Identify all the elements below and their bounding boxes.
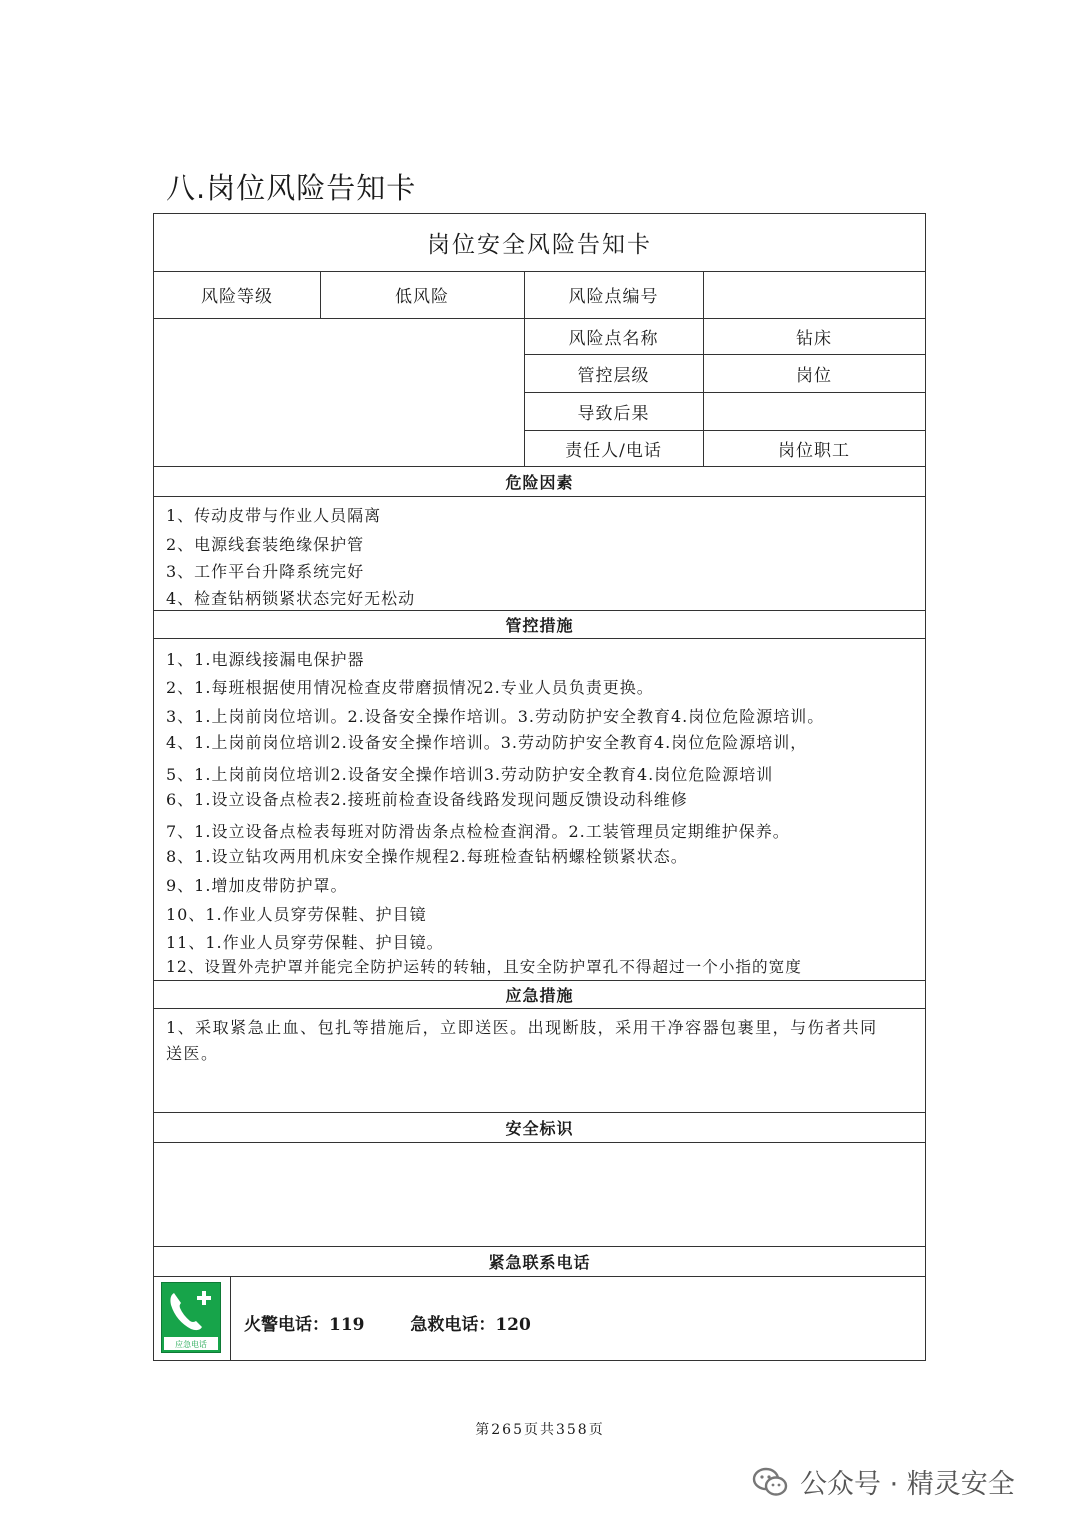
hazard-item: 2、电源线套装绝缘保护管 <box>166 535 365 554</box>
col-divider <box>230 1276 231 1360</box>
row-divider <box>154 1142 925 1143</box>
row-divider <box>154 1276 925 1277</box>
row-divider <box>154 638 925 639</box>
control-item: 5、1.上岗前岗位培训2.设备安全操作培训3.劳动防护安全教育4.岗位危险源培训 <box>166 765 774 784</box>
risk-point-name-label: 风险点名称 <box>568 328 659 349</box>
control-item: 11、1.作业人员穿劳保鞋、护目镜。 <box>166 933 444 952</box>
watermark-text: 公众号 · 精灵安全 <box>800 1469 1015 1500</box>
control-item: 6、1.设立设备点检表2.接班前检查设备线路发现问题反馈设动科维修 <box>166 790 688 809</box>
page-number: 第265页共358页 <box>475 1422 605 1438</box>
watermark <box>752 1462 1015 1501</box>
card-title: 岗位安全风险告知卡 <box>427 232 652 258</box>
control-item: 3、1.上岗前岗位培训。2.设备安全操作培训。3.劳动防护安全教育4.岗位危险源培训。 <box>166 707 825 726</box>
hazard-item: 1、传动皮带与作业人员隔离 <box>166 506 382 525</box>
risk-level-value: 低风险 <box>395 287 449 307</box>
consequence-value <box>703 392 925 430</box>
safety-signs-heading: 安全标识 <box>505 1118 574 1138</box>
control-item: 7、1.设立设备点检表每班对防滑齿条点检检查润滑。2.工装管理员定期维护保养。 <box>166 822 790 841</box>
control-item: 9、1.增加皮带防护罩。 <box>166 876 348 895</box>
controls-heading: 管控措施 <box>505 615 574 635</box>
control-item: 8、1.设立钻攻两用机床安全操作规程2.每班检查钻柄螺栓锁紧状态。 <box>166 847 688 866</box>
control-item: 12、设置外壳护罩并能完全防护运转的转轴，且安全防护罩孔不得超过一个小指的宽度 <box>166 958 802 976</box>
phone-handset-icon <box>162 1283 220 1352</box>
responsible-label: 责任人/电话 <box>565 440 662 461</box>
risk-point-no-label: 风险点编号 <box>568 287 659 307</box>
emergency-phone-icon <box>161 1282 221 1353</box>
risk-point-name-value: 钻床 <box>796 328 832 349</box>
responsible-value: 岗位职工 <box>778 440 850 461</box>
control-item: 4、1.上岗前岗位培训2.设备安全操作培训。3.劳动防护安全教育4.岗位危险源培训， <box>166 733 808 752</box>
control-item: 1、1.电源线接漏电保护器 <box>166 650 365 669</box>
row-divider <box>154 496 925 497</box>
control-item: 10、1.作业人员穿劳保鞋、护目镜 <box>166 905 427 924</box>
hazards-heading: 危险因素 <box>505 472 574 492</box>
contacts-heading: 紧急联系电话 <box>488 1252 591 1272</box>
control-level-label: 管控层级 <box>577 365 650 386</box>
control-item: 2、1.每班根据使用情况检查皮带磨损情况2.专业人员负责更换。 <box>166 678 654 697</box>
risk-point-no-value <box>703 271 925 318</box>
phone-numbers <box>244 1310 531 1335</box>
hazard-item: 4、检查钻柄锁紧状态完好无松动 <box>166 589 416 608</box>
risk-notice-card <box>153 213 926 1361</box>
consequence-label: 导致后果 <box>577 403 650 424</box>
ambulance-phone: 急救电话：120 <box>410 1315 531 1335</box>
wechat-icon <box>752 1467 788 1497</box>
emergency-heading: 应急措施 <box>505 985 574 1005</box>
emergency-text: 1、采取紧急止血、包扎等措施后，立即送医。出现断肢，采用干净容器包裹里，与伤者共同送医。 <box>166 1018 878 1063</box>
control-level-value: 岗位 <box>796 365 832 386</box>
fire-phone: 火警电话：119 <box>244 1315 365 1335</box>
hazard-item: 3、工作平台升降系统完好 <box>166 562 365 581</box>
row-divider <box>154 1008 925 1009</box>
icon-caption: 应急电话 <box>175 1340 207 1349</box>
section-title: 八.岗位风险告知卡 <box>166 171 417 205</box>
risk-level-label: 风险等级 <box>201 287 273 307</box>
